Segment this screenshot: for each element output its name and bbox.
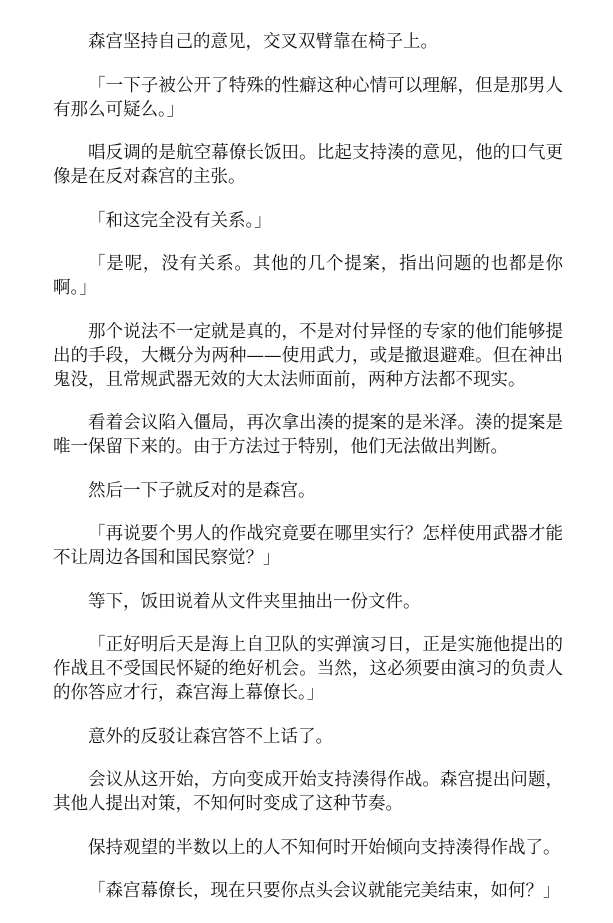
paragraph-11: 「正好明后天是海上自卫队的实弹演习日，正是实施他提出的作战且不受国民怀疑的绝好机会。当然，这必须要由演习的负责人的你答应才行，森宫海上幕僚长。」	[53, 635, 563, 703]
paragraph-15: 「森宫幕僚长，现在只要你点头会议就能完美结束，如何？」	[88, 881, 561, 901]
paragraph-10: 等下，饭田说着从文件夹里抽出一份文件。	[88, 591, 421, 612]
paragraph-8: 然后一下子就反对的是森宫。	[88, 480, 316, 501]
paragraph-3: 唱反调的是航空幕僚长饭田。比起支持湊的意见，他的口气更像是在反对森宫的主张。	[53, 143, 563, 187]
paragraph-2: 「一下子被公开了特殊的性癖这种心情可以理解，但是那男人有那么可疑么。」	[53, 75, 563, 120]
paragraph-4: 「和这完全没有关系。」	[88, 210, 272, 231]
paragraph-12: 意外的反驳让森宫答不上话了。	[88, 726, 333, 747]
paragraph-9: 「再说要个男人的作战究竟要在哪里实行？怎样使用武器才能不让周边各国和国民察觉？」	[53, 524, 563, 568]
paragraph-5: 「是呢，没有关系。其他的几个提案，指出问题的也都是你啊。」	[53, 254, 563, 298]
paragraph-13: 会议从这开始，方向变成开始支持湊得作战。森宫提出问题，其他人提出对策，不知何时变成了这种节奏。	[53, 770, 563, 814]
document-page	[53, 30, 563, 923]
paragraph-6: 那个说法不一定就是真的，不是对付异怪的专家的他们能够提出的手段，大概分为两种——使用武力，或是撤退避难。但在神出鬼没，且常规武器无效的大太法师面前，两种方法都不现实。	[53, 321, 563, 390]
paragraph-1: 森宫坚持自己的意见，交叉双臂靠在椅子上。	[88, 32, 438, 52]
paragraph-14: 保持观望的半数以上的人不知何时开始倾向支持湊得作战了。	[88, 837, 561, 858]
paragraph-7: 看着会议陷入僵局，再次拿出湊的提案的是米泽。湊的提案是唯一保留下来的。由于方法过于特别，他们无法做出判断。	[53, 413, 563, 457]
